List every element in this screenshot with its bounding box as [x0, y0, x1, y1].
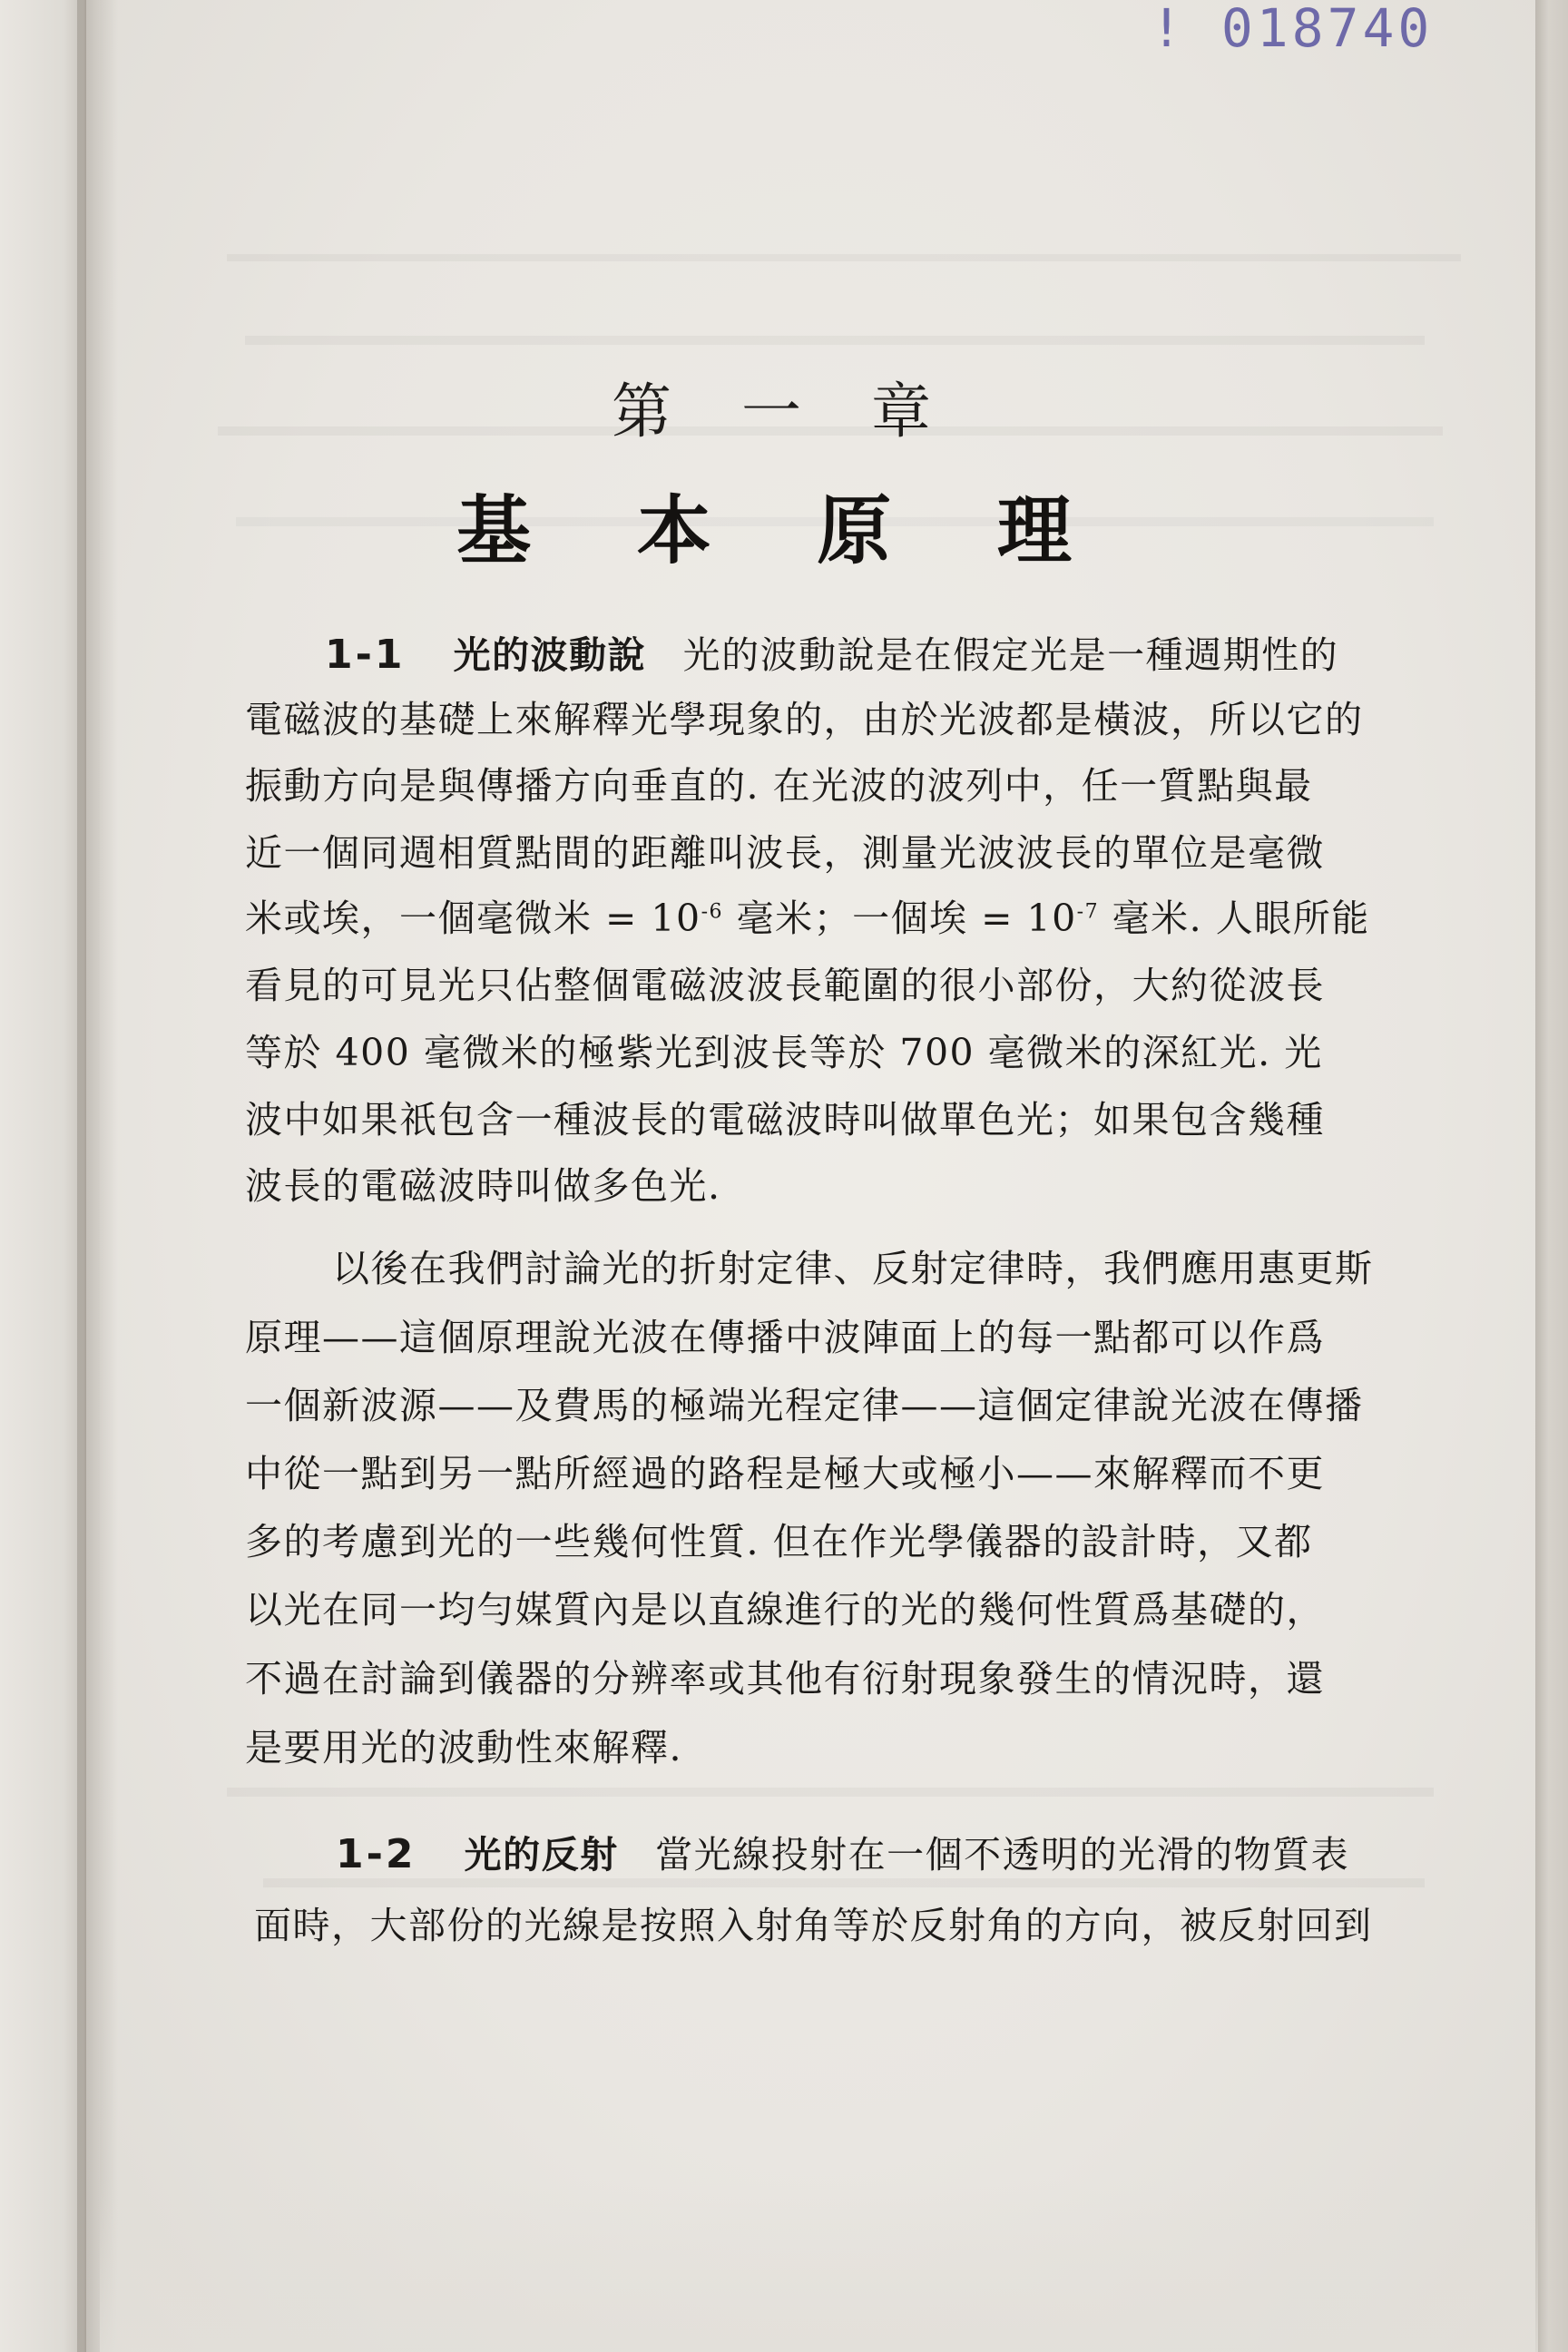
exponent: -7: [1076, 900, 1100, 924]
paragraph-line: 當光線投射在一個不透明的光滑的物質表: [655, 1833, 1350, 1877]
paragraph-line: 以後在我們討論光的折射定律、反射定律時，我們應用惠更斯: [332, 1247, 1374, 1290]
catalog-stamp-number: ! 018740: [1151, 0, 1434, 59]
paragraph-line: 原理——這個原理說光波在傳播中波陣面上的每一點都可以作爲: [245, 1316, 1325, 1359]
paragraph-line: 等於 400 毫微米的極紫光到波長等於 700 毫微米的深紅光. 光: [245, 1031, 1323, 1074]
paragraph-line: 面時，大部份的光線是按照入射角等於反射角的方向，被反射回到: [254, 1904, 1373, 1947]
paragraph-line: 近一個同週相質點間的距離叫波長，測量光波波長的單位是毫微: [245, 831, 1325, 875]
exponent: -6: [701, 900, 724, 924]
section-title: 光的反射: [464, 1833, 619, 1877]
section-heading-line: [336, 1829, 1349, 1880]
section-heading-line: [325, 630, 1338, 681]
section-title: 光的波動說: [453, 633, 647, 677]
chapter-title: 基 本 原 理: [456, 487, 1112, 574]
chapter-number: 第 一 章: [612, 377, 956, 446]
text-run: 毫米；一個埃 = 10: [723, 897, 1077, 940]
text-run: 米或埃，一個毫微米 = 10: [245, 897, 701, 940]
gutter-shadow: [77, 0, 118, 2352]
paragraph-line: 電磁波的基礎上來解釋光學現象的，由於光波都是橫波，所以它的: [245, 698, 1364, 741]
section-number: 1-1: [325, 632, 406, 678]
paragraph-line: 光的波動說是在假定光是一種週期性的: [682, 633, 1339, 677]
paragraph-line: 看見的可見光只佔整個電磁波波長範圍的很小部份，大約從波長: [245, 964, 1325, 1007]
text-run: 毫米. 人眼所能: [1099, 897, 1370, 940]
paragraph-line: 一個新波源——及費馬的極端光程定律——這個定律說光波在傳播: [245, 1384, 1364, 1427]
paragraph-line: 不過在討論到儀器的分辨率或其他有衍射現象發生的情況時，還: [245, 1657, 1325, 1700]
paragraph-line: 振動方向是與傳播方向垂直的. 在光波的波列中，任一質點與最: [245, 764, 1313, 808]
paragraph-line: 波中如果祇包含一種波長的電磁波時叫做單色光；如果包含幾種: [245, 1098, 1325, 1142]
paragraph-line: 波長的電磁波時叫做多色光.: [245, 1164, 721, 1208]
left-page-edge: [0, 0, 86, 2352]
paragraph-line: 中從一點到另一點所經過的路程是極大或極小——來解釋而不更: [245, 1452, 1325, 1495]
right-page-edge: [1535, 0, 1568, 2352]
paragraph-line: 多的考慮到光的一些幾何性質. 但在作光學儀器的設計時，又都: [245, 1520, 1313, 1563]
section-number: 1-2: [336, 1831, 416, 1877]
page-bottom-shading: [100, 2178, 1538, 2352]
paragraph-line-units: [245, 893, 1370, 944]
paragraph-line: 是要用光的波動性來解釋.: [245, 1726, 683, 1769]
paragraph-line: 以光在同一均勻媒質內是以直線進行的光的幾何性質爲基礎的，: [245, 1588, 1325, 1632]
